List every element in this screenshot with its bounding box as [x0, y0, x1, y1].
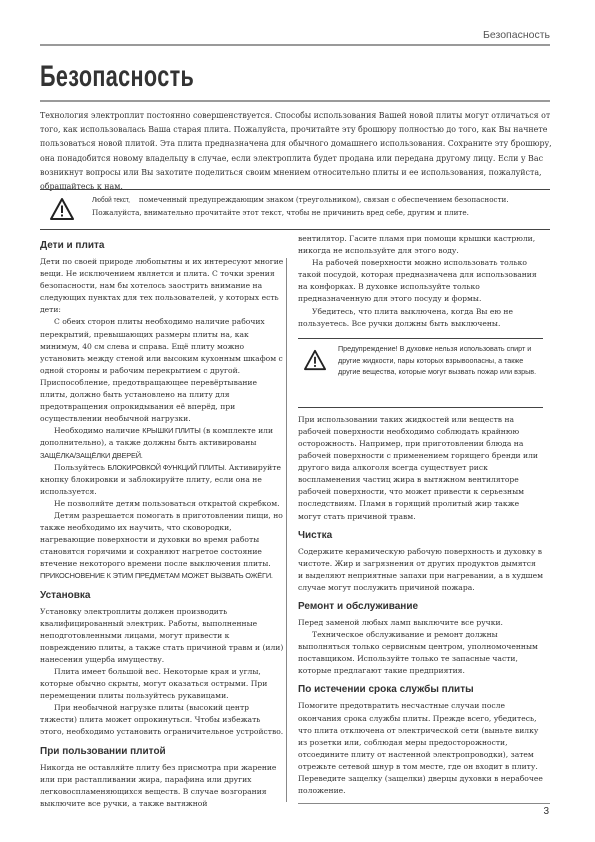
header-section-label: Безопасность [483, 29, 550, 41]
paragraph: При необычной нагрузке плиты (высокий центр тяжести) плита может опрокинуться. Чтобы избежать этого, необходимо установить ограничительное устройство. [40, 703, 284, 737]
paragraph [40, 425, 285, 461]
heading-install: Установка [40, 589, 91, 601]
paragraph: С обеих сторон плиты необходимо наличие рабочих перекрытий, превышающих размеры плиты на, как минимум, 40 см слева и справа. Ещё плиту можно установить между стеной или высоким кухонным шкафом с одной стороны и рабочим перекрытием с другой. Приспособление, предотвращающее перевёртывание плиты, должно быть установлено на плиту для предотвращения опрокидывания её вперёд, при осуществлении необычной нагрузки. [40, 317, 283, 424]
heading-repair: Ремонт и обслуживание [298, 600, 419, 612]
alcohol-warning-text: Предупреждение! В духовке нельзя использовать спирт и другие жидкости, пары которых взрывоопасны, а также другие вещества, которые могут вызвать пожар или взрыв. [338, 343, 537, 377]
title-divider [40, 100, 550, 102]
header-bar [40, 28, 550, 46]
warning-triangle-icon [304, 349, 326, 371]
paragraph: Не позволяйте детям пользоваться открытой скребком. [54, 498, 280, 508]
safety-warning-text [92, 193, 542, 219]
heading-using: При пользовании плитой [40, 745, 166, 757]
footer-rule [298, 803, 550, 804]
heading-cleaning: Чистка [298, 529, 333, 541]
heading-end-of-life: По истечении срока службы плиты [298, 684, 474, 696]
caps-term: БЛОКИРОВКОЙ ФУНКЦИЙ ПЛИТЫ. [107, 462, 227, 472]
column-divider [286, 258, 287, 802]
text-run: (в комплекте или дополнительно), а также должны быть активированы [40, 426, 274, 448]
paragraph: Никогда не оставляйте плиту без присмотра при жарение или при растапливании жира, парафина или других легковоспламеняющихся веществ. В случае возгорания выключите все ручки, а также вытяжной [40, 762, 277, 808]
text-run: Активируйте кнопку блокировки и заблокируйте плиту, если она не используется. [40, 462, 281, 496]
warning-body: помеченный предупреждающим знаком (треугольником), связан с обеспечением безопасности. Пожалуйста, внимательно прочитайте этот текст, чтобы не причинить вред себе, другим и плите. [92, 195, 509, 217]
paragraph: Плита имеет большой вес. Некоторые края и углы, которые обычно скрыты, могут оказаться острыми. При перемещении плиты пользуйтесь рукавицами. [40, 667, 268, 701]
page-number: 3 [543, 806, 549, 817]
page-title: Безопасность [40, 60, 195, 93]
heading-children: Дети и плита [40, 240, 105, 251]
paragraph: Помогите предотвратить несчастные случаи после окончания срока службы плиты. Прежде всего, убедитесь, что плита отключена от электрической сети (выньте вилку из розетки или, соблюдая меры предосторожности, отсоедините плиту от настенной электропроводки), затем отрежьте сетевой шнур в том месте, где он входит в плиту. Переведите защелку (защелки) дверцы духовки в нерабочее положение. [298, 701, 543, 796]
caps-term: КРЫШКИ ПЛИТЫ [142, 426, 201, 436]
paragraph [40, 510, 285, 583]
paragraph: Убедитесь, что плита выключена, когда Вы ею не пользуетесь. Все ручки должны быть выключены. [298, 306, 513, 328]
paragraph: Перед заменой любых ламп выключите все ручки. [298, 617, 503, 627]
paragraph: При использовании таких жидкостей или веществ на рабочей поверхности необходимо соблюдать крайнюю осторожность. Например, при приготовлении блюда на рабочей поверхности с применением горящего бренди или другого вида алкоголя всегда существует риск воспламенения частиц жира в вытяжном вентиляторе рабочей поверхности, что может привести к серьезным последствиям. Пламя в горящий пролитый жир также могут стать причиной травм. [298, 414, 538, 521]
caps-term: ПРИКОСНОВЕНИЕ К ЭТИМ ПРЕДМЕТАМ МОЖЕТ ВЫЗВАТЬ ОЖЁГИ. [40, 571, 273, 581]
right-column [298, 233, 543, 797]
intro-paragraph: Технология электроплит постоянно совершенствуется. Способы использования Вашей новой плиты могут отличаться от того, как использовалась Ваша старая плита. Пожалуйста, прочитайте эту брошюру полностью до того, как Вы начнете пользоваться новой плитой. Эта плита предназначена для обычного домашнего использования. Сохраните эту брошюру, она понадобится новому владельцу в случае, если электроплита будет продана или передана другому лицу. Если у Вас возникнут вопросы или Вы захотите поделиться своим мнением относительно плиты и ее использования, пожалуйста, обращайтесь к нам. [40, 111, 552, 192]
safety-warning-box [40, 189, 550, 230]
caps-term: ЗАЩЁЛКА/ЗАЩЁЛКИ ДВЕРЕЙ. [40, 450, 143, 460]
warning-triangle-icon [50, 197, 74, 221]
text-run: Необходимо наличие [54, 426, 143, 436]
paragraph [40, 462, 285, 498]
text-run: Детям разрешается помогать в приготовлении пищи, но также необходимо их научить, что сковородки, нагревающие поверхности и духовки во время работы становятся горячими и сохраняют нагретое состояние втечение некоторого времени после выключения плиты. [40, 510, 283, 569]
left-column [40, 233, 285, 810]
paragraph: Содержите керамическую рабочую поверхность и духовку в чистоте. Жир и загрязнения от других продуктов дымятся и выделяют неприятные запахи при нагревании, а в худшем случае могут послужить причиной пожара. [298, 546, 544, 592]
paragraph: Дети по своей природе любопытны и их интересуют многие вещи. Не исключением является и плита. С точки зрения безопасности, нам бы хотелось заострить внимание на следующих пунктах для тех пользователей, у которых есть дети: [40, 257, 284, 315]
paragraph: На рабочей поверхности можно использовать только такой посудой, которая предназначена для использования на конфорках. В духовке используйте только предназначенную для этого посуду и формы. [298, 258, 537, 304]
paragraph: Установку электроплиты должен производить квалифицированный электрик. Работы, выполненные неподготовленными лицами, могут привести к повреждению плиты, а также стать причиной травм и (или) нанесения ущерба имуществу. [40, 606, 284, 664]
text-run: Пользуйтесь [54, 462, 108, 472]
paragraph: вентилятор. Гасите пламя при помощи крышки кастрюли, никогда не используйте для этого воду. [298, 234, 536, 256]
alcohol-warning-box [298, 338, 543, 408]
paragraph: Техническое обслуживание и ремонт должны выполняться только сервисным центром, уполномоченным поставщиком. Используйте только те запасные части, которые предлагают такие предприятия. [298, 630, 538, 676]
warning-lead: Любой текст, [92, 195, 130, 204]
